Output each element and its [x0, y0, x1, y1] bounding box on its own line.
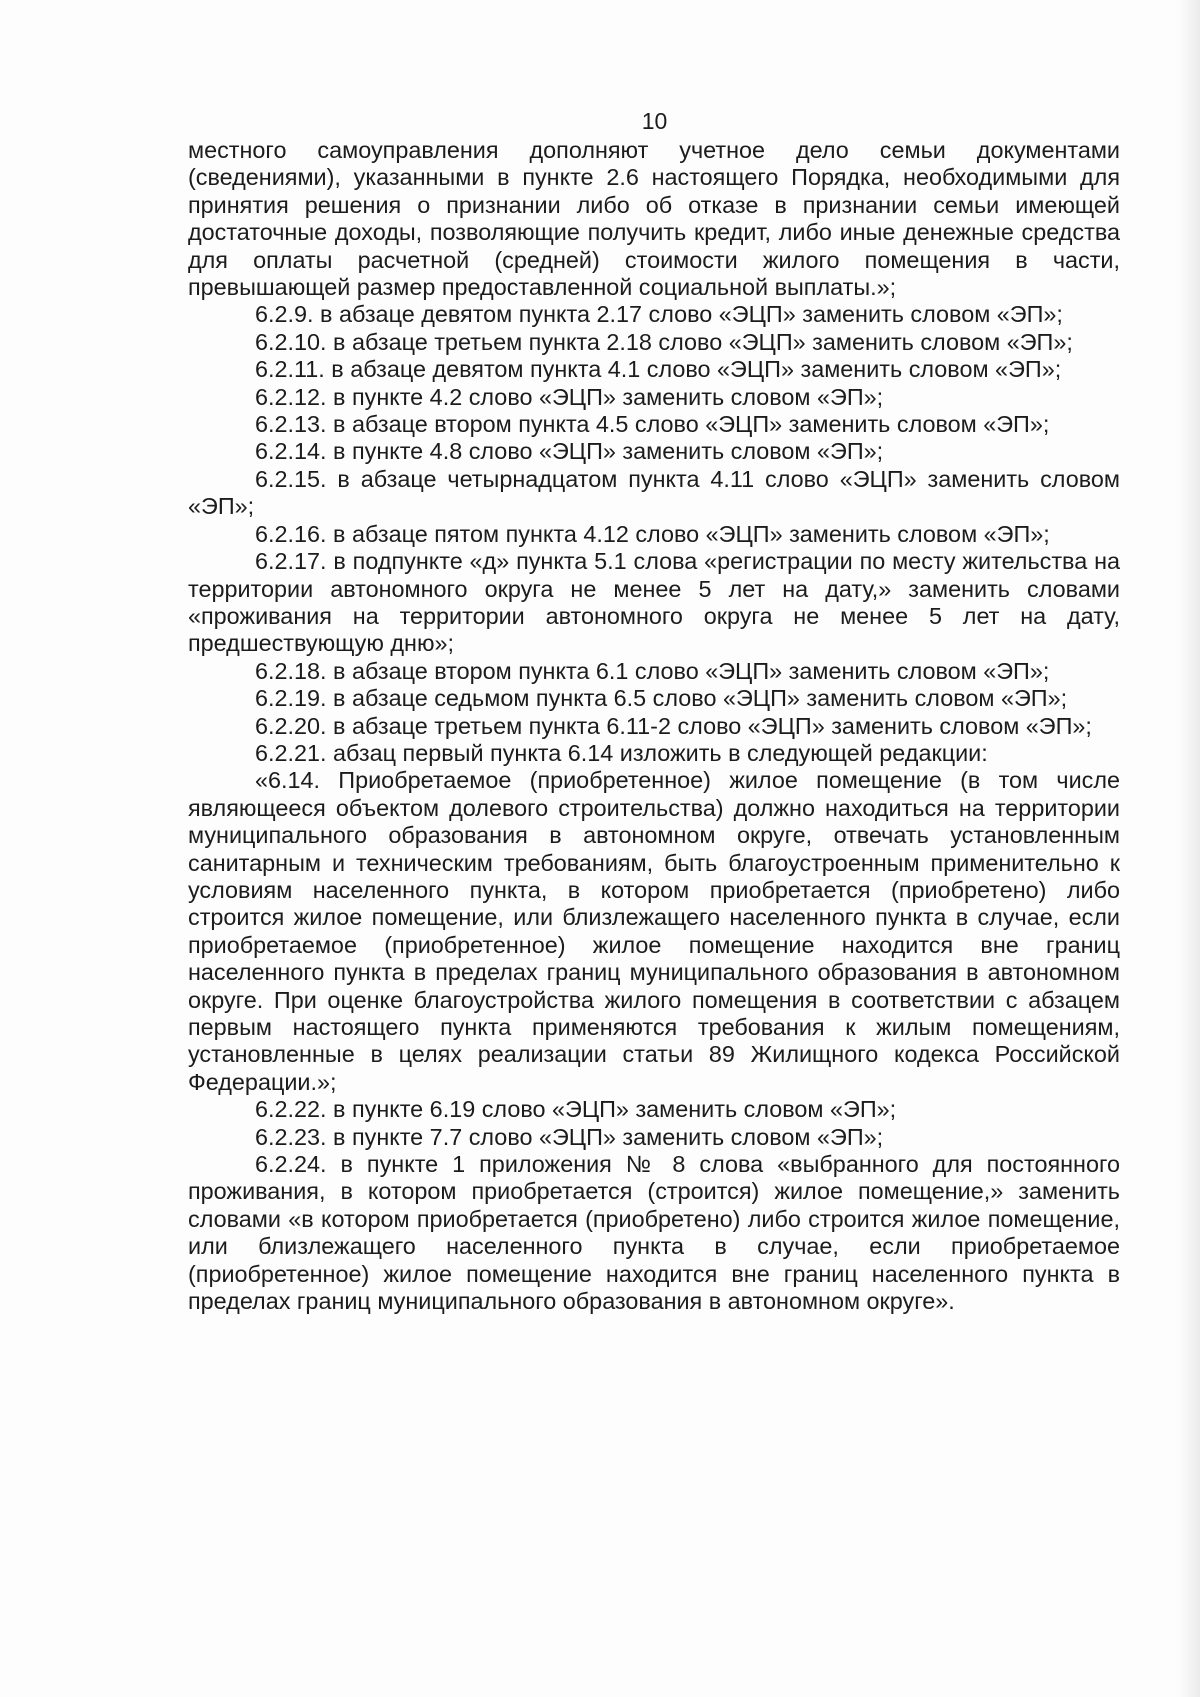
paragraph: 6.2.12. в пункте 4.2 слово «ЭЦП» заменить словом «ЭП»; [255, 383, 884, 410]
paragraph: 6.2.14. в пункте 4.8 слово «ЭЦП» заменить словом «ЭП»; [255, 438, 884, 465]
paragraph: 6.2.19. в абзаце седьмом пункта 6.5 слово «ЭЦП» заменить словом «ЭП»; [255, 685, 1068, 712]
paragraph: 6.2.17. в подпункте «д» пункта 5.1 слова «регистрации по месту жительства на территории автономного округа не менее 5 лет на дату,» заменить словами «проживания на территории автономного округа не менее 5 лет на дату, предшествующую дню»; [188, 548, 1120, 657]
paragraph: местного самоуправления дополняют учетное дело семьи документами (сведениями), указанными в пункте 2.6 настоящего Порядка, необходимыми для принятия решения о признании либо об отказе в признании семьи имеющей достаточные доходы, позволяющие получить кредит, либо иные денежные средства для оплаты расчетной (средней) стоимости жилого помещения в части, превышающей размер предоставленной социальной выплаты.»; [188, 137, 1120, 301]
paragraph: 6.2.13. в абзаце втором пункта 4.5 слово «ЭЦП» заменить словом «ЭП»; [255, 411, 1050, 438]
paragraph: 6.2.18. в абзаце втором пункта 6.1 слово «ЭЦП» заменить словом «ЭП»; [255, 657, 1050, 684]
paragraph: 6.2.20. в абзаце третьем пункта 6.11-2 слово «ЭЦП» заменить словом «ЭП»; [255, 712, 1092, 739]
paragraph: 6.2.9. в абзаце девятом пункта 2.17 слово «ЭЦП» заменить словом «ЭП»; [255, 301, 1063, 328]
paragraph: 6.2.16. в абзаце пятом пункта 4.12 слово «ЭЦП» заменить словом «ЭП»; [255, 520, 1050, 547]
paragraph: «6.14. Приобретаемое (приобретенное) жилое помещение (в том числе являющееся объектом долевого строительства) должно находиться на территории муниципального образования в автономном округе, отвечать установленным санитарным и техническим требованиям, быть благоустроенным применительно к условиям населенного пункта, в котором приобретается (приобретено) либо строится жилое помещение, или близлежащего населенного пункта в случае, если приобретаемое (приобретенное) жилое помещение находится вне границ населенного пункта в пределах границ муниципального образования в автономном округе. При оценке благоустройства жилого помещения в соответствии с абзацем первым настоящего пункта применяются требования к жилым помещениям, установленные в целях реализации статьи 89 Жилищного кодекса Российской Федерации.»; [188, 767, 1120, 1095]
paragraph: 6.2.22. в пункте 6.19 слово «ЭЦП» заменить словом «ЭП»; [255, 1096, 897, 1123]
paragraph: 6.2.10. в абзаце третьем пункта 2.18 слово «ЭЦП» заменить словом «ЭП»; [255, 328, 1073, 355]
document-body [188, 137, 1120, 1315]
paragraph: 6.2.21. абзац первый пункта 6.14 изложить в следующей редакции: [255, 739, 988, 766]
page-number: 10 [641, 108, 668, 134]
paragraph: 6.2.11. в абзаце девятом пункта 4.1 слово «ЭЦП» заменить словом «ЭП»; [255, 356, 1062, 383]
paragraph: 6.2.15. в абзаце четырнадцатом пункта 4.11 слово «ЭЦП» заменить словом «ЭП»; [188, 465, 1120, 520]
paragraph: 6.2.23. в пункте 7.7 слово «ЭЦП» заменить словом «ЭП»; [255, 1123, 884, 1150]
scan-edge-shadow [1178, 0, 1200, 1697]
paragraph: 6.2.24. в пункте 1 приложения № 8 слова «выбранного для постоянного проживания, в котором приобретается (строится) жилое помещение,» заменить словами «в котором приобретается (приобретено) либо строится жилое помещение, или близлежащего населенного пункта в случае, если приобретаемое (приобретенное) жилое помещение находится вне границ населенного пункта в пределах границ муниципального образования в автономном округе». [188, 1151, 1120, 1315]
